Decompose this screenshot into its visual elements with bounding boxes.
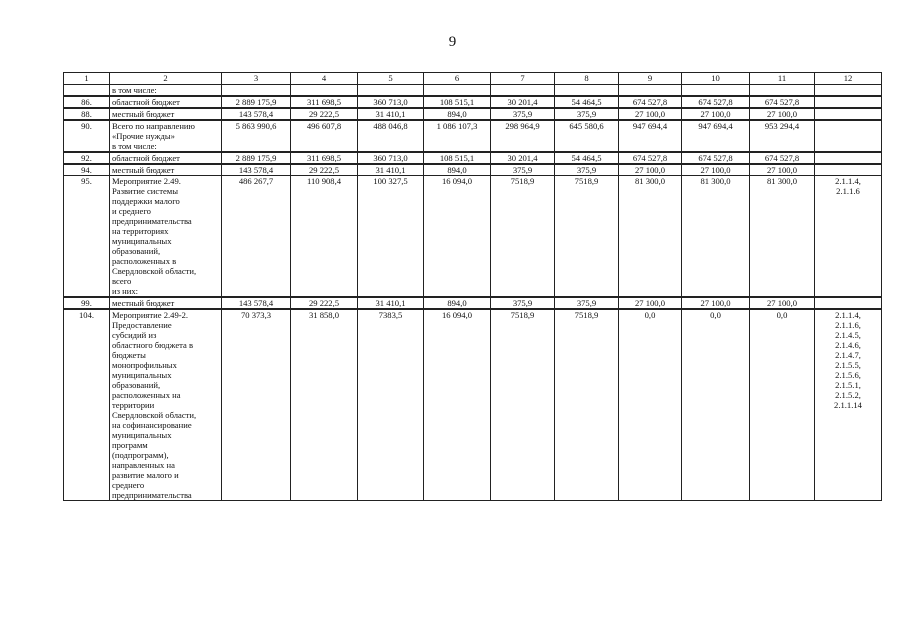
value-cell: 7518,9 xyxy=(555,309,619,501)
value-cell: 31 858,0 xyxy=(291,309,358,501)
value-cell: 30 201,4 xyxy=(491,152,555,164)
description-cell: местный бюджет xyxy=(110,108,222,120)
column-header: 6 xyxy=(424,73,491,85)
value-cell: 7383,5 xyxy=(358,309,424,501)
column-header: 4 xyxy=(291,73,358,85)
value-cell: 375,9 xyxy=(491,108,555,120)
value-cell xyxy=(750,85,815,97)
value-cell: 27 100,0 xyxy=(619,164,682,176)
reference-cell xyxy=(815,108,882,120)
value-cell: 54 464,5 xyxy=(555,96,619,108)
value-cell: 894,0 xyxy=(424,108,491,120)
value-cell: 375,9 xyxy=(491,164,555,176)
table-row xyxy=(64,108,882,120)
value-cell: 311 698,5 xyxy=(291,152,358,164)
value-cell: 27 100,0 xyxy=(750,108,815,120)
value-cell: 674 527,8 xyxy=(619,152,682,164)
table-row xyxy=(64,85,882,97)
value-cell: 360 713,0 xyxy=(358,96,424,108)
value-cell: 674 527,8 xyxy=(682,96,750,108)
table-row xyxy=(64,297,882,309)
page-number: 9 xyxy=(448,34,457,50)
value-cell: 375,9 xyxy=(555,108,619,120)
reference-cell xyxy=(815,164,882,176)
value-cell: 311 698,5 xyxy=(291,96,358,108)
value-cell: 81 300,0 xyxy=(619,176,682,298)
value-cell: 298 964,9 xyxy=(491,120,555,152)
value-cell: 31 410,1 xyxy=(358,164,424,176)
value-cell: 27 100,0 xyxy=(619,108,682,120)
value-cell: 496 607,8 xyxy=(291,120,358,152)
reference-cell: 2.1.1.4, 2.1.1.6, 2.1.4.5, 2.1.4.6, 2.1.4.7, 2.1.5.5, 2.1.5.6, 2.1.5.1, 2.1.5.2, 2.1.1.14 xyxy=(815,309,882,501)
value-cell: 674 527,8 xyxy=(619,96,682,108)
table-row xyxy=(64,309,882,501)
row-number-cell: 95. xyxy=(64,176,110,298)
value-cell: 27 100,0 xyxy=(619,297,682,309)
value-cell: 70 373,3 xyxy=(222,309,291,501)
description-cell: Мероприятие 2.49-2. Предоставление субсидий из областного бюджета в бюджеты монопрофильных муниципальных образований, расположенных на территории Свердловской области, на софинансирование муниципальных программ (подпрограмм), направленных на развитие малого и среднего предпринимательства xyxy=(110,309,222,501)
value-cell: 0,0 xyxy=(682,309,750,501)
value-cell: 674 527,8 xyxy=(750,96,815,108)
column-header: 1 xyxy=(64,73,110,85)
column-header: 3 xyxy=(222,73,291,85)
value-cell: 30 201,4 xyxy=(491,96,555,108)
description-cell: областной бюджет xyxy=(110,96,222,108)
value-cell: 488 046,8 xyxy=(358,120,424,152)
column-header: 9 xyxy=(619,73,682,85)
value-cell: 375,9 xyxy=(555,297,619,309)
row-number-cell: 86. xyxy=(64,96,110,108)
column-header: 12 xyxy=(815,73,882,85)
value-cell: 645 580,6 xyxy=(555,120,619,152)
table-row xyxy=(64,164,882,176)
value-cell: 360 713,0 xyxy=(358,152,424,164)
reference-cell xyxy=(815,85,882,97)
value-cell: 54 464,5 xyxy=(555,152,619,164)
column-header: 10 xyxy=(682,73,750,85)
row-number-cell: 92. xyxy=(64,152,110,164)
reference-cell xyxy=(815,152,882,164)
value-cell: 953 294,4 xyxy=(750,120,815,152)
value-cell: 143 578,4 xyxy=(222,297,291,309)
budget-table xyxy=(63,72,882,501)
row-number-cell: 94. xyxy=(64,164,110,176)
value-cell: 81 300,0 xyxy=(682,176,750,298)
value-cell: 947 694,4 xyxy=(682,120,750,152)
value-cell: 486 267,7 xyxy=(222,176,291,298)
value-cell: 29 222,5 xyxy=(291,108,358,120)
value-cell: 27 100,0 xyxy=(750,164,815,176)
description-cell: местный бюджет xyxy=(110,297,222,309)
value-cell: 100 327,5 xyxy=(358,176,424,298)
value-cell: 674 527,8 xyxy=(750,152,815,164)
value-cell xyxy=(222,85,291,97)
value-cell: 31 410,1 xyxy=(358,297,424,309)
column-header: 2 xyxy=(110,73,222,85)
description-cell: Всего по направлению «Прочие нужды» в том числе: xyxy=(110,120,222,152)
value-cell: 0,0 xyxy=(750,309,815,501)
value-cell xyxy=(291,85,358,97)
value-cell: 16 094,0 xyxy=(424,309,491,501)
value-cell: 108 515,1 xyxy=(424,152,491,164)
value-cell: 108 515,1 xyxy=(424,96,491,108)
value-cell: 375,9 xyxy=(491,297,555,309)
value-cell xyxy=(424,85,491,97)
value-cell: 143 578,4 xyxy=(222,164,291,176)
value-cell: 894,0 xyxy=(424,164,491,176)
description-cell: в том числе: xyxy=(110,85,222,97)
value-cell xyxy=(358,85,424,97)
reference-cell xyxy=(815,96,882,108)
table-row xyxy=(64,120,882,152)
value-cell: 1 086 107,3 xyxy=(424,120,491,152)
value-cell: 27 100,0 xyxy=(682,164,750,176)
header-row xyxy=(64,73,882,85)
column-header: 11 xyxy=(750,73,815,85)
table-row xyxy=(64,152,882,164)
row-number-cell xyxy=(64,85,110,97)
reference-cell: 2.1.1.4, 2.1.1.6 xyxy=(815,176,882,298)
reference-cell xyxy=(815,120,882,152)
table-body xyxy=(64,73,882,501)
value-cell: 27 100,0 xyxy=(682,297,750,309)
description-cell: Мероприятие 2.49. Развитие системы поддержки малого и среднего предпринимательства на территориях муниципальных образований, расположенных в Свердловской области, всего из них: xyxy=(110,176,222,298)
row-number-cell: 99. xyxy=(64,297,110,309)
value-cell: 894,0 xyxy=(424,297,491,309)
reference-cell xyxy=(815,297,882,309)
description-cell: областной бюджет xyxy=(110,152,222,164)
table-row xyxy=(64,96,882,108)
value-cell: 81 300,0 xyxy=(750,176,815,298)
description-cell: местный бюджет xyxy=(110,164,222,176)
table-row xyxy=(64,176,882,298)
value-cell: 0,0 xyxy=(619,309,682,501)
value-cell: 674 527,8 xyxy=(682,152,750,164)
row-number-cell: 88. xyxy=(64,108,110,120)
value-cell xyxy=(619,85,682,97)
value-cell: 27 100,0 xyxy=(682,108,750,120)
value-cell: 947 694,4 xyxy=(619,120,682,152)
value-cell: 143 578,4 xyxy=(222,108,291,120)
value-cell: 16 094,0 xyxy=(424,176,491,298)
column-header: 5 xyxy=(358,73,424,85)
column-header: 7 xyxy=(491,73,555,85)
value-cell: 5 863 990,6 xyxy=(222,120,291,152)
value-cell: 27 100,0 xyxy=(750,297,815,309)
value-cell: 2 889 175,9 xyxy=(222,96,291,108)
value-cell: 110 908,4 xyxy=(291,176,358,298)
value-cell: 29 222,5 xyxy=(291,164,358,176)
value-cell: 7518,9 xyxy=(491,309,555,501)
row-number-cell: 90. xyxy=(64,120,110,152)
value-cell xyxy=(491,85,555,97)
value-cell: 7518,9 xyxy=(491,176,555,298)
column-header: 8 xyxy=(555,73,619,85)
value-cell: 2 889 175,9 xyxy=(222,152,291,164)
value-cell: 29 222,5 xyxy=(291,297,358,309)
value-cell xyxy=(682,85,750,97)
value-cell: 375,9 xyxy=(555,164,619,176)
row-number-cell: 104. xyxy=(64,309,110,501)
value-cell xyxy=(555,85,619,97)
value-cell: 7518,9 xyxy=(555,176,619,298)
value-cell: 31 410,1 xyxy=(358,108,424,120)
